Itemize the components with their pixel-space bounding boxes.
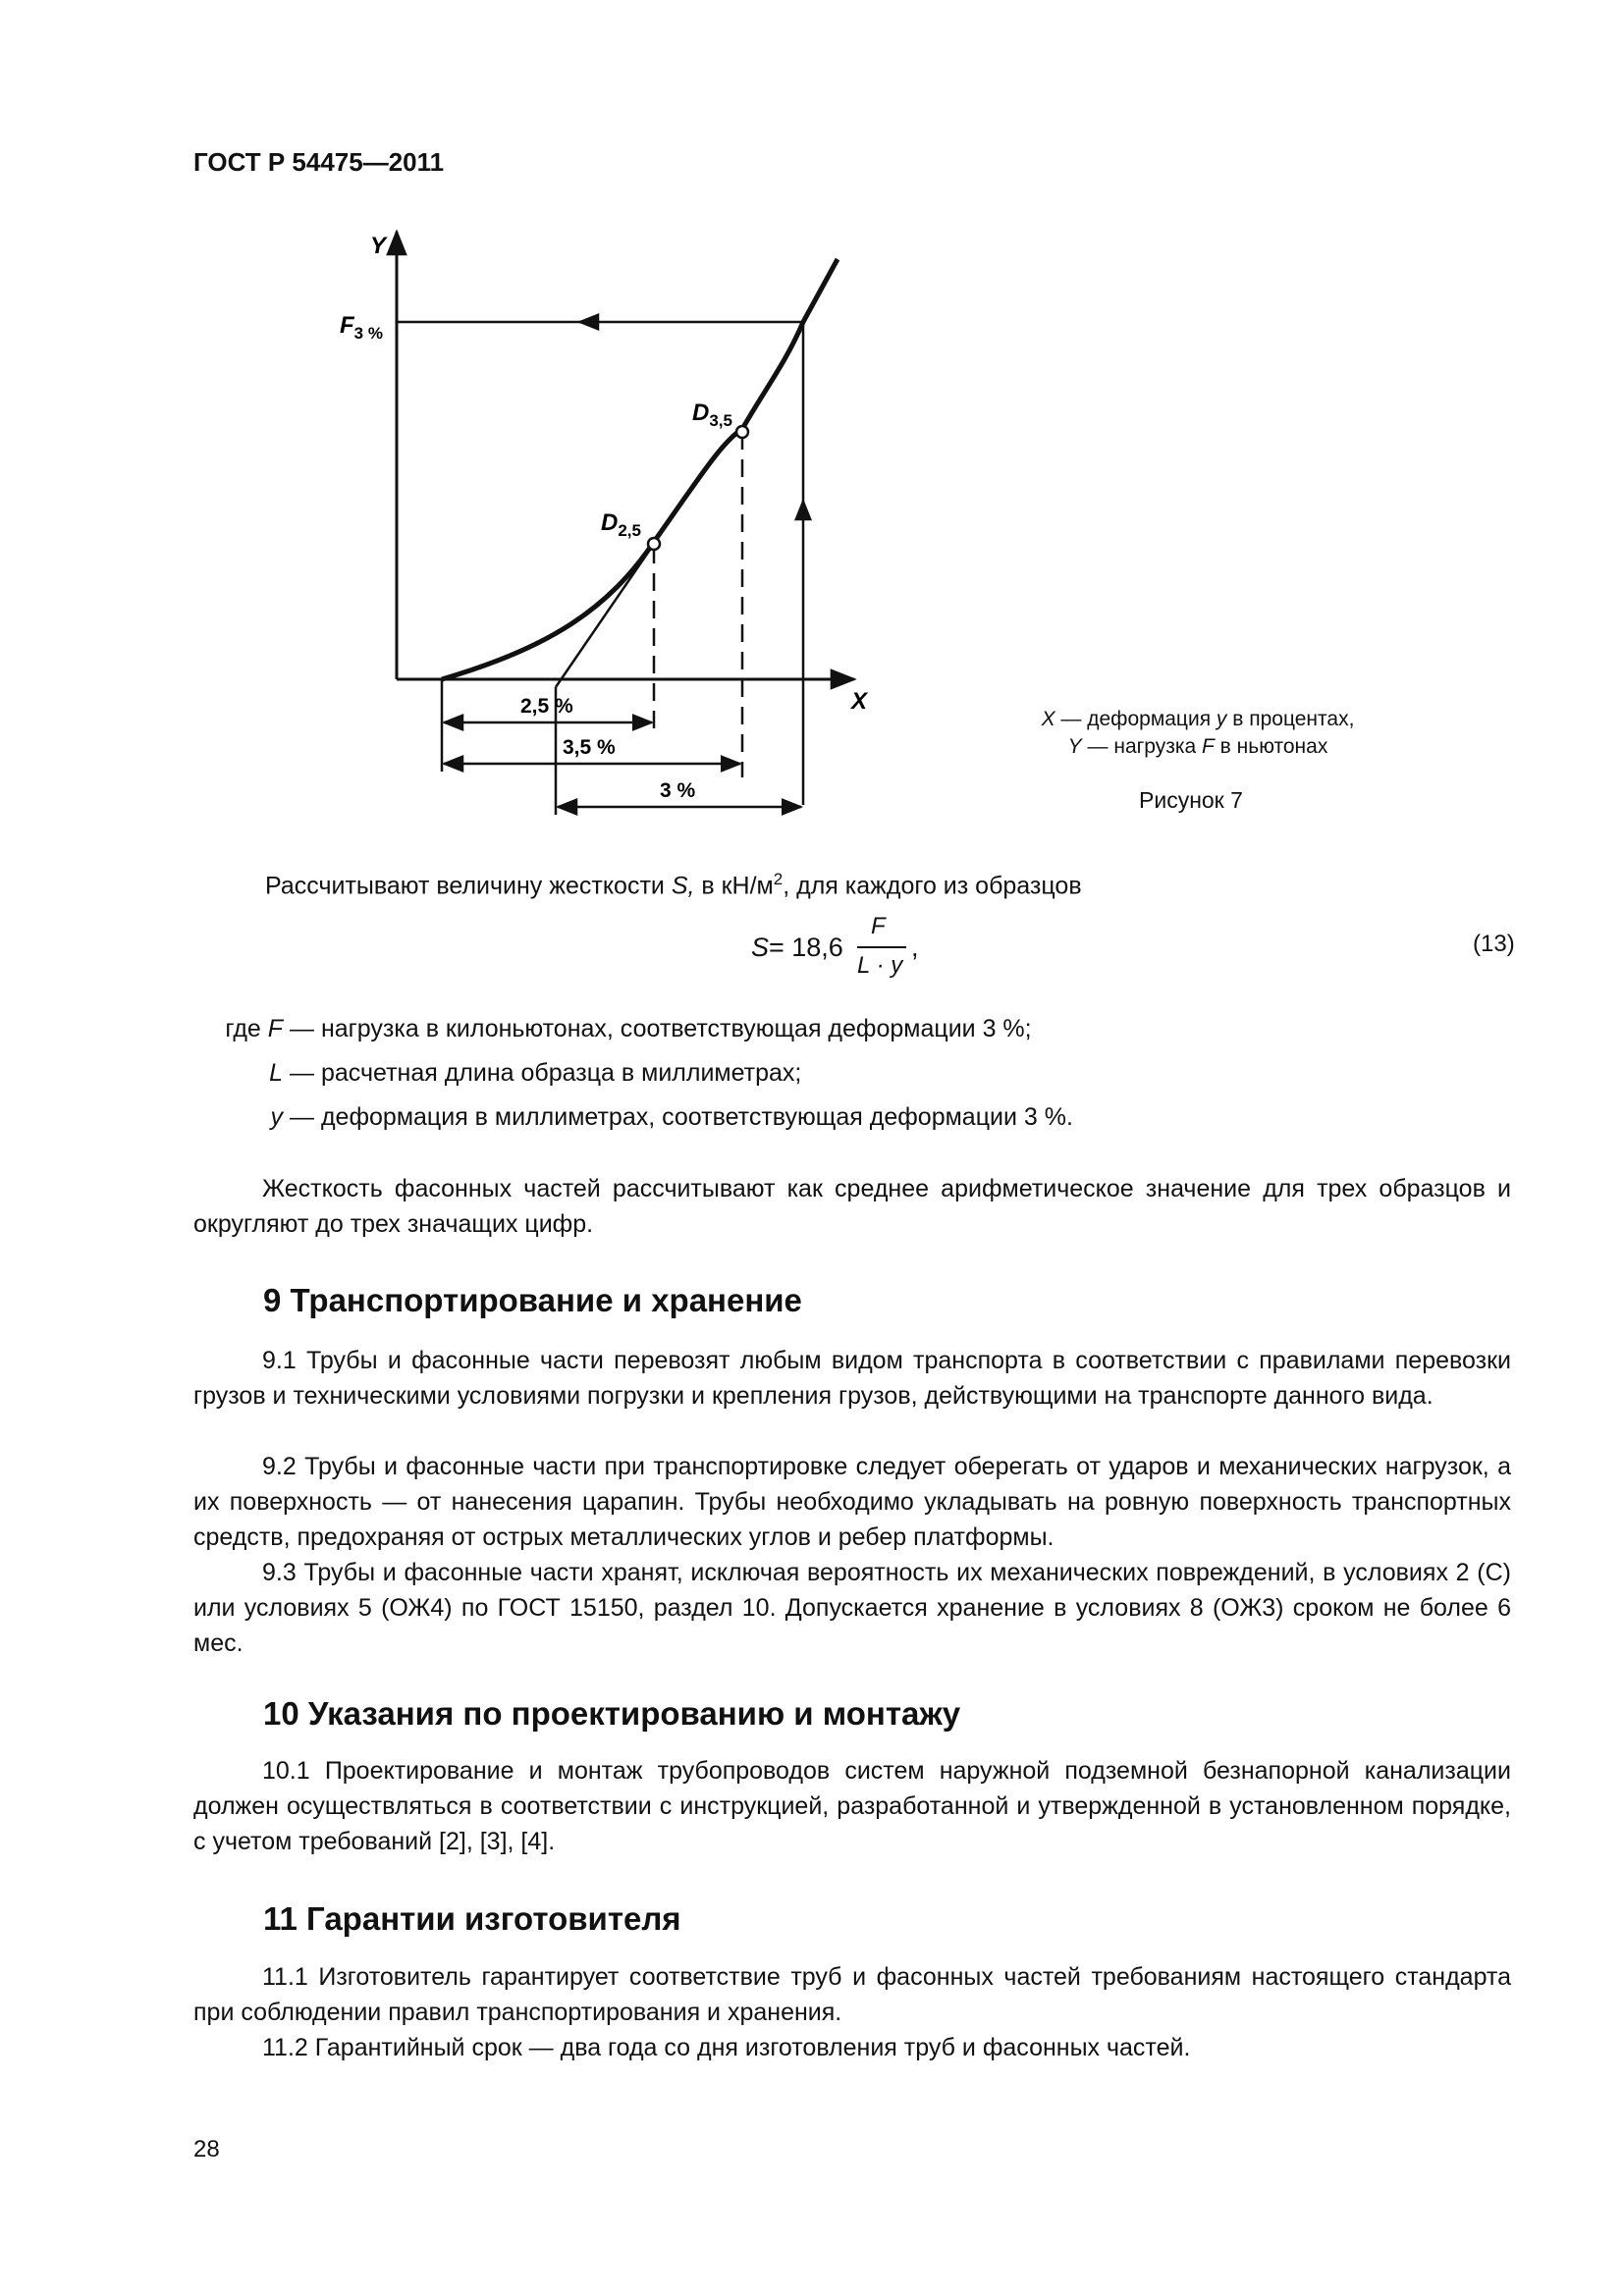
stiffness-paragraph: Жесткость фасонных частей рассчитывают как среднее арифметическое значение для трех образцов и округляют до трех значащих цифр. (193, 1175, 1511, 1238)
figure-legend (992, 706, 1404, 761)
section-11-2: 11.2 Гарантийный срок — два года со дня изготовления труб и фасонных частей. (262, 2034, 1191, 2061)
section-9-2: 9.2 Трубы и фасонные части при транспортировке следует оберегать от ударов и механических нагрузок, а их поверхность — от нанесения царапин. Трубы необходимо укладывать на ровную поверхность транспортных средств, предохраняя от острых металлических углов и ребер платформы. (193, 1453, 1511, 1551)
formula-lhs: S (751, 933, 770, 962)
dim-25-label: 2,5 % (520, 695, 573, 718)
fraction-bar (857, 946, 906, 948)
section-9-title: 9 Транспортирование и хранение (263, 1282, 802, 1318)
document-id: ГОСТ Р 54475—2011 (193, 147, 445, 177)
formula-comma: , (911, 933, 919, 962)
point-d25 (648, 538, 660, 550)
dim-3-label: 3 % (660, 779, 696, 802)
d35-label: $D_{3,5}$ (692, 400, 732, 430)
section-11-title: 11 Гарантии изготовителя (263, 1900, 681, 1937)
formula-denominator: L · y (857, 952, 903, 979)
page-number: 28 (193, 2136, 220, 2163)
figure-caption: Рисунок 7 (1139, 787, 1243, 813)
formula-number: (13) (1473, 931, 1515, 957)
definitions-list (187, 1007, 1512, 1140)
section-9-3: 9.3 Трубы и фасонные части хранят, исключая вероятность их механических повреждений, в условиях 2 (С) или условиях 5 (ОЖ4) по ГОСТ 15150, раздел 10. Допускается хранение в условиях 8 (ОЖ3) сроком не более 6 мес. (193, 1559, 1511, 1657)
section-11-1: 11.1 Изготовитель гарантирует соответствие труб и фасонных частей требованиям настоящего стандарта при соблюдении правил транспортирования и хранения. (193, 1963, 1511, 2026)
definition-l: L — расчетная длина образца в миллиметрах; (269, 1059, 802, 1087)
legend-x: X — деформация y в процентах, (1041, 708, 1355, 730)
definition-y: y — деформация в миллиметрах, соответствующая деформации 3 %. (270, 1103, 1073, 1131)
secant-line (556, 544, 654, 687)
point-d35 (736, 426, 748, 438)
section-10-1: 10.1 Проектирование и монтаж трубопроводов систем наружной подземной безнапорной канализации должен осуществляться в соответствии с инструкцией, разработанной и утвержденной в установленном порядке, с учетом требований [2], [3], [4]. (193, 1757, 1511, 1855)
formula-numerator: F (871, 913, 886, 939)
f3-label: $F_{3 \%}$ (340, 312, 383, 343)
dim-35-label: 3,5 % (563, 736, 616, 759)
section-9-1: 9.1 Трубы и фасонные части перевозят любым видом транспорта в соответствии с правилами перевозки грузов и техническими условиями погрузки и крепления грузов, действующими на транспорте данного вида. (193, 1347, 1511, 1410)
intro-paragraph: Рассчитывают величину жесткости S, в $кН/м^2$, для каждого из образцов (265, 870, 1082, 900)
definition-f: где F — нагрузка в килоньютонах, соответствующая деформации 3 %; (225, 1015, 1032, 1042)
x-axis-label: X (851, 688, 868, 715)
d25-label: $D_{2,5}$ (601, 509, 641, 540)
formula-coefficient: = 18,6 (769, 933, 843, 962)
legend-y: Y — нагрузка F в ньютонах (1067, 735, 1328, 758)
formula-13 (751, 913, 947, 982)
section-10-title: 10 Указания по проектированию и монтажу (263, 1695, 961, 1732)
y-axis-label: Y (370, 233, 387, 259)
